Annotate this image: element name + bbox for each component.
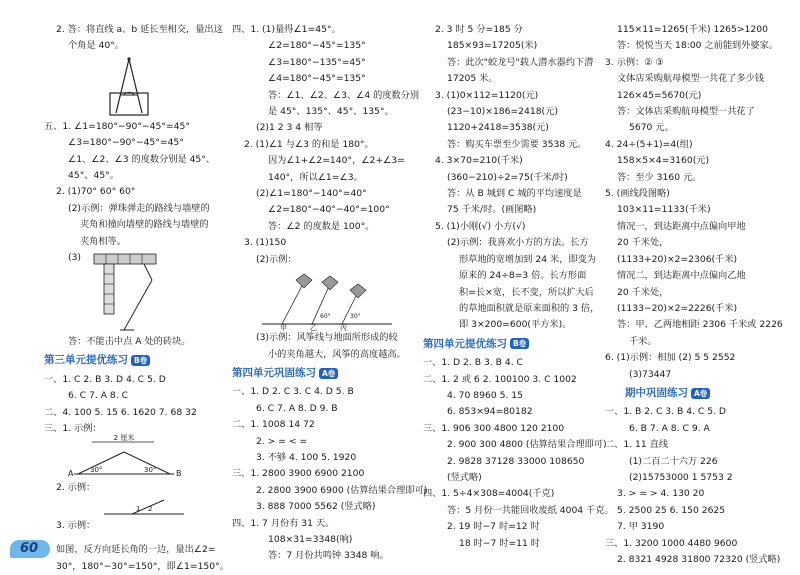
text-line: 2. 3 时 5 分=185 分	[435, 24, 523, 35]
angle-label: 1	[136, 504, 141, 513]
text-line: 小的夹角越大，风筝的高度越高。	[268, 348, 406, 360]
text-line: 因为∠1+∠2=140°，∠2+∠3=	[268, 155, 405, 167]
text-line: 一、1. B 2. C 3. B 4. C 5. D	[605, 406, 726, 418]
angle-label: A	[68, 468, 74, 478]
text-line: (2)示例：我喜欢小方的方法。长方	[447, 237, 589, 249]
text-line: 答：至少 3160 元。	[617, 171, 702, 183]
text-line: 四、1. (1)量得∠1=45°。	[232, 24, 341, 35]
text-line: 5670 元。	[629, 122, 674, 134]
text-line: 3. 不够 4. 100 5. 1920	[256, 451, 357, 463]
text-line: 答：∠2 的度数是 100°。	[268, 220, 375, 232]
text-line: 3. (1)0×112=1120(元)	[435, 89, 539, 101]
text-line: 2. 答：将直线 a、b 延长至相交，量出这	[56, 24, 223, 35]
text-line: ∠3=180°−90°−45°=45°	[68, 137, 184, 149]
text-line: 17205 米。	[447, 73, 498, 85]
text-line: 18 时−7 时=11 时	[459, 537, 540, 549]
text-line: (3)73447	[629, 368, 672, 380]
section-title: 第三单元提优练习	[44, 354, 128, 367]
text-line: 75 千米/时。(画图略)	[447, 204, 537, 216]
text-line: 20 千米处，	[617, 237, 669, 249]
text-line: 三、1. 示例：	[44, 423, 102, 435]
figure-angles	[44, 433, 210, 480]
text-line: ∠1、∠2、∠3 的度数分别是 45°、	[68, 153, 216, 165]
kite-label: 甲	[280, 324, 287, 333]
text-line: 五、1. ∠1=180°−90°−45°=45°	[44, 120, 190, 132]
column-4	[605, 22, 783, 568]
text-line: 三、1. 2800 3900 6900 2100	[232, 468, 365, 480]
text-line: 2. 2800 3900 6900 (估算结果合理即可)	[256, 484, 428, 496]
text-line: 答：∠1、∠2、∠3、∠4 的度数分别	[268, 89, 420, 101]
text-line: 6. C 7. A 8. D 9. B	[256, 402, 338, 414]
text-line: 4. 24÷(5+1)=4(组)	[605, 138, 693, 150]
text-line: 如图，反方向延长角的一边，量出∠2=	[56, 544, 216, 556]
text-line: 2. (1)70° 60° 60°	[56, 186, 136, 198]
angle-label: 30°	[90, 465, 103, 474]
column-1	[44, 22, 229, 575]
text-line: 6. 853×94=80182	[447, 406, 533, 418]
text-line: 6. (1)示例：相加 (2) 5 5 2552	[605, 352, 736, 364]
ruler-label: 2 厘米	[113, 433, 135, 442]
angles-svg	[44, 433, 210, 480]
figure-angle-2	[44, 496, 210, 518]
text-line: (2)15753000 1 5753 2	[629, 471, 733, 483]
section-heading	[423, 336, 593, 353]
section-title: 第四单元提优练习	[423, 337, 507, 350]
text-line: (3)示例：风筝线与地面所形成的较	[256, 332, 398, 344]
text-line: (1)二百二十六万 226	[629, 455, 718, 467]
kite-label: 乙	[310, 324, 317, 333]
text-line: 二、4. 100 5. 15 6. 1620 7. 68 32	[44, 406, 197, 418]
angle-label: 2	[148, 504, 153, 513]
text-line: 126×45=5670(元)	[617, 89, 702, 101]
text-line: 答：5 月份一共能回收废纸 4004 千克。	[447, 504, 614, 516]
angle-2-svg	[44, 496, 210, 518]
kite-angle: 60°	[320, 313, 331, 321]
text-line: 5. (画线段图略)	[605, 188, 670, 200]
text-line: 原来的 24÷8=3 倍。长方形面	[459, 270, 587, 282]
text-line: 140°，所以∠1=∠3。	[268, 171, 363, 183]
text-line: 20 千米处，	[617, 286, 669, 298]
section-title: 期中巩固练习	[625, 386, 688, 399]
text-line: ∠2=180°−45°=135°	[268, 40, 366, 52]
section-badge: B卷	[131, 355, 150, 366]
text-line: 3. > = > 4. 130 20	[617, 488, 705, 500]
text-line: 二、1. 1008 14 72	[232, 419, 315, 431]
text-line: 3. (1)150	[244, 237, 287, 249]
text-line: 6. B 7. A 8. C 9. A	[629, 422, 710, 434]
text-line: 2. 19 时−7 时=12 时	[447, 521, 540, 533]
text-line: 答：从 B 城到 C 城的平均速度是	[447, 188, 582, 200]
text-line: 一、1. D 2. C 3. C 4. D 5. B	[232, 386, 354, 398]
text-line: 二、1. 2 或 6 2. 100100 3. C 1002	[423, 373, 577, 385]
text-line: 答：此次"蛟龙号"载人潜水器约下潜	[447, 56, 594, 68]
text-line: 文体店采购航母模型一共花了多少钱	[617, 73, 764, 85]
text-line: (1133+20)×2=2306(千米)	[617, 253, 738, 265]
text-line: 一、1. C 2. B 3. D 4. C 5. D	[44, 373, 166, 385]
text-line: 7. 甲 3190	[617, 521, 665, 533]
text-line: 积=长×宽，长不变，所以扩大后	[459, 286, 594, 298]
section-heading	[232, 365, 402, 382]
page-number-badge	[10, 540, 58, 560]
text-line: 3. 示例：② ③	[605, 56, 664, 68]
text-line: (3)	[68, 252, 82, 264]
text-line: 3. 示例：	[56, 519, 96, 531]
text-line: 答：购买车票至少需要 3538 元。	[447, 138, 587, 150]
text-line: 千米。	[629, 335, 657, 347]
text-line: 5. 2500 25 6. 150 2625	[617, 504, 726, 516]
text-line: 三、1. 906 300 4800 120 2100	[423, 422, 565, 434]
text-line: 3. 888 7000 5562 (竖式略)	[256, 501, 376, 513]
text-line: 115×11=1265(千米) 1265>1200	[617, 24, 768, 35]
text-line: 5. (1)小刚(√) 小方(√)	[435, 220, 526, 232]
text-line: 四、1. 5÷4×308=4004(千克)	[423, 488, 555, 500]
text-line: 个角是 40°。	[68, 40, 124, 52]
text-line: 四、1. 7 月份有 31 天。	[232, 517, 335, 529]
text-line: 2. 9828 37128 33000 108650	[447, 455, 585, 467]
text-line: 答：不能击中点 A 处的砖块。	[68, 336, 191, 348]
text-line: 2. 示例：	[56, 481, 96, 493]
text-line: (2)示例：弹珠弹走的路线与墙壁的	[68, 202, 210, 214]
angle-label: 30°	[144, 465, 157, 474]
section-badge: A卷	[319, 368, 338, 379]
angle-figure-svg	[44, 55, 210, 119]
text-line: 三、1. 3200 1000 4480 9600	[605, 537, 738, 549]
text-line: 158×5×4=3160(元)	[617, 155, 710, 167]
text-line: 情况二，到达距离中点偏向乙地	[617, 270, 746, 282]
kite-label: 丙	[340, 324, 347, 333]
text-line: 二、1. 11 直线	[605, 439, 669, 451]
text-line: 45°、45°。	[68, 170, 119, 182]
section-badge: A卷	[691, 388, 710, 399]
column-2	[232, 22, 428, 565]
text-line: (23−10)×186=2418(元)	[447, 106, 558, 118]
figure-angle-measure	[44, 55, 210, 119]
text-line: 108×31=3348(响)	[268, 533, 353, 545]
kite-angle: 30°	[350, 313, 361, 321]
text-line: 30°，180°−30°=150°，即∠1=150°。	[56, 560, 229, 572]
text-line: 情况一，到达距离中点偏向甲地	[617, 220, 746, 232]
text-line: 4. 70 8960 5. 15	[447, 389, 523, 401]
text-line: 的草地面积就是原来面积的 3 倍，	[459, 302, 600, 314]
text-line: 4. 3×70=210(千米)	[435, 155, 523, 167]
text-line: (360−210)÷2=75(千米/时)	[447, 171, 568, 183]
text-line: (2)示例：	[256, 253, 297, 265]
page-number: 60	[20, 541, 39, 556]
text-line: 夹角和撞向墙壁的路线与墙壁的	[80, 219, 209, 231]
text-line: 6. C 7. A 8. C	[68, 390, 129, 402]
section-heading	[605, 385, 780, 402]
text-line: 1120+2418=3538(元)	[447, 122, 549, 134]
text-line: 即 3×200=600(平方米)。	[459, 319, 572, 331]
section-badge: B卷	[510, 338, 529, 349]
angle-label: B	[176, 468, 182, 478]
figure-kites	[232, 268, 402, 333]
text-line: 答：甲、乙两地相距 2306 千米或 2226	[617, 319, 783, 331]
text-line: 是 45°、135°、45°、135°。	[268, 106, 394, 118]
section-title: 第四单元巩固练习	[232, 366, 316, 379]
text-line: 2. (1)∠1 与∠3 的和是 180°。	[244, 138, 374, 150]
text-line: (竖式略)	[447, 471, 482, 483]
text-line: (2)1 2 3 4 相等	[256, 122, 323, 134]
text-line: 103×11=1133(千米)	[617, 204, 711, 216]
text-line: ∠4=180°−45°=135°	[268, 73, 366, 85]
text-line: 一、1. D 2. B 3. B 4. C	[423, 357, 523, 369]
text-line: 形草地的宽增加到 24 米，即变为	[459, 253, 596, 265]
kites-svg	[232, 268, 402, 333]
text-line: ∠3=180°−135°=45°	[268, 56, 366, 68]
figure-brick-wall	[44, 250, 210, 334]
column-3	[423, 22, 614, 552]
text-line: 夹角相等。	[80, 235, 126, 247]
text-line: ∠2=180°−40°−40°=100°	[268, 204, 390, 216]
text-line: 答：文体店采购航母模型一共花了	[617, 106, 755, 118]
text-line: 185×93=17205(米)	[447, 40, 538, 52]
text-line: (1133−20)×2=2226(千米)	[617, 302, 738, 314]
text-line: 2. 8321 4928 31800 72320 (竖式略)	[617, 554, 781, 565]
text-line: 2. 900 300 4800 (估算结果合理即可)	[447, 439, 607, 451]
text-line: 2. > = < =	[256, 435, 308, 447]
section-heading	[44, 352, 210, 369]
text-line: 答：悦悦当天 18:00 之前能到外婆家。	[617, 40, 778, 52]
text-line: (2)∠1=180°−140°=40°	[256, 188, 367, 200]
text-line: 答：7 月份共鸣钟 3348 响。	[268, 550, 389, 562]
